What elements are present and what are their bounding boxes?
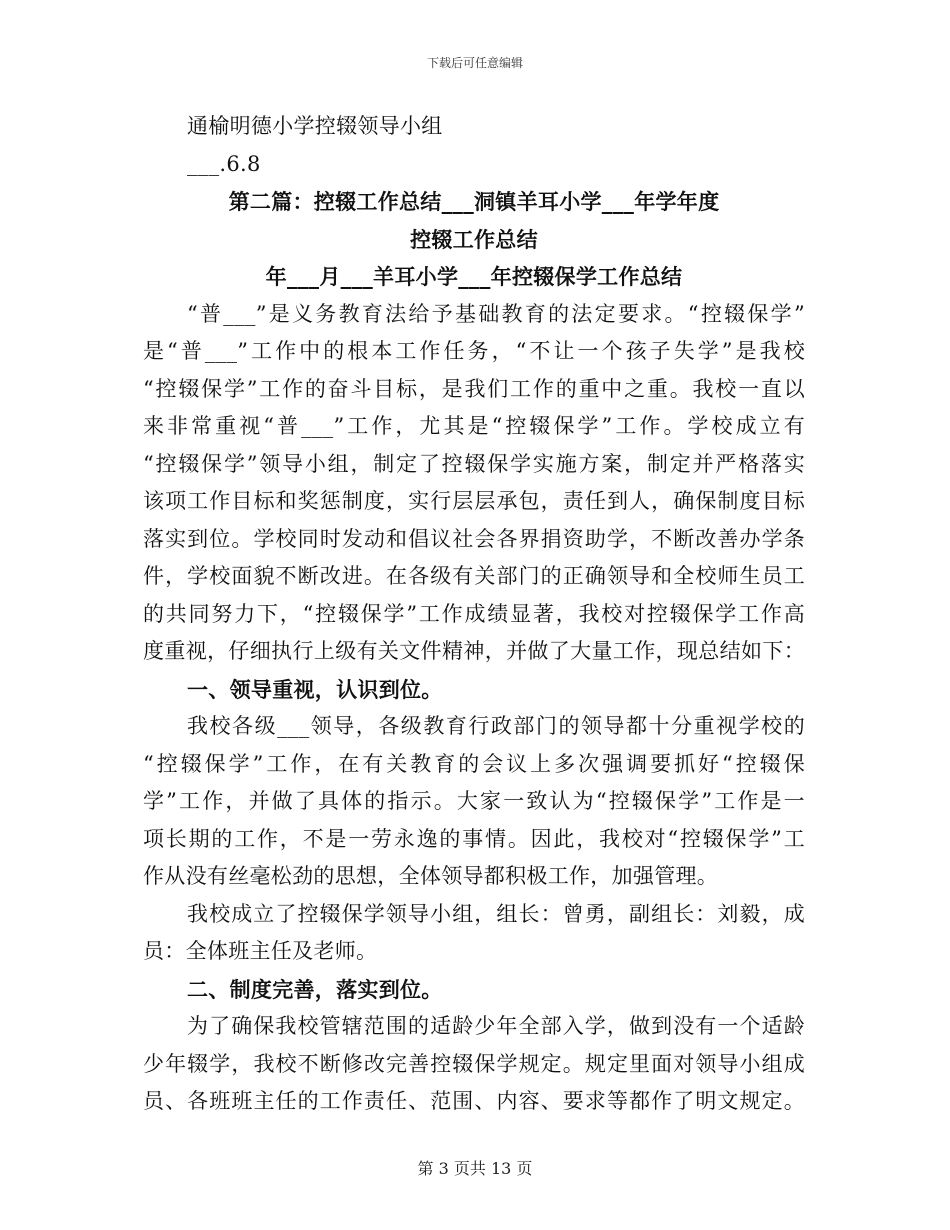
section-heading: 二、制度完善，落实到位。: [187, 976, 443, 1002]
text-line: 我校成立了控辍保学领导小组，组长：曾勇，副组长：刘毅，成: [187, 901, 805, 926]
text-line: 少年辍学，我校不断修改完善控辍保学规定。规定里面对领导小组成: [143, 1051, 805, 1076]
text-line: “控辍保学”领导小组，制定了控辍保学实施方案，制定并严格落实: [143, 451, 805, 476]
text-line: 为了确保我校管辖范围的适龄少年全部入学，做到没有一个适龄: [187, 1014, 805, 1038]
text-line: ___.6.8: [187, 151, 261, 176]
document-body: [143, 108, 805, 1121]
document-title-line: 第二篇：控辍工作总结___洞镇羊耳小学___年学年度: [228, 189, 720, 214]
text-line: 该项工作目标和奖惩制度，实行层层承包，责任到人，确保制度目标: [143, 489, 805, 513]
page-header: 下载后可任意编辑: [426, 56, 523, 70]
text-line: 是“普___”工作中的根本工作任务，“不让一个孩子失学”是我校: [143, 339, 805, 363]
document-title-line: 控辍工作总结: [410, 226, 538, 252]
text-line: 通榆明德小学控辍领导小组: [187, 114, 443, 138]
text-line: 度重视，仔细执行上级有关文件精神，并做了大量工作，现总结如下：: [143, 639, 805, 663]
text-line: 员：全体班主任及老师。: [143, 939, 378, 963]
text-line: “控辍保学”工作，在有关教育的会议上多次强调要抓好“控辍保: [143, 751, 805, 776]
text-line: 作从没有丝毫松劲的思想，全体领导都积极工作，加强管理。: [143, 864, 719, 888]
text-line: 来非常重视“普___”工作，尤其是“控辍保学”工作。学校成立有: [143, 414, 805, 438]
page-footer: 第 3 页共 13 页: [417, 1159, 533, 1178]
text-line: 落实到位。学校同时发动和倡议社会各界捐资助学，不断改善办学条: [143, 526, 805, 551]
text-line: “控辍保学”工作的奋斗目标，是我们工作的重中之重。我校一直以: [143, 376, 805, 401]
text-line: 件，学校面貌不断改进。在各级有关部门的正确领导和全校师生员工: [143, 564, 805, 588]
text-line: 我校各级___领导，各级教育行政部门的领导都十分重视学校的: [187, 714, 805, 738]
document-title-line: 年___月___羊耳小学___年控辍保学工作总结: [265, 264, 683, 289]
text-line: 的共同努力下，“控辍保学”工作成绩显著，我校对控辍保学工作高: [143, 601, 805, 626]
section-heading: 一、领导重视，认识到位。: [187, 676, 443, 702]
text-line: 员、各班班主任的工作责任、范围、内容、要求等都作了明文规定。: [143, 1089, 805, 1113]
text-line: “普___”是义务教育法给予基础教育的法定要求。“控辍保学”: [187, 301, 805, 326]
text-line: 项长期的工作，不是一劳永逸的事情。因此，我校对“控辍保学”工: [143, 826, 805, 851]
text-line: 学”工作，并做了具体的指示。大家一致认为“控辍保学”工作是一: [143, 789, 805, 813]
